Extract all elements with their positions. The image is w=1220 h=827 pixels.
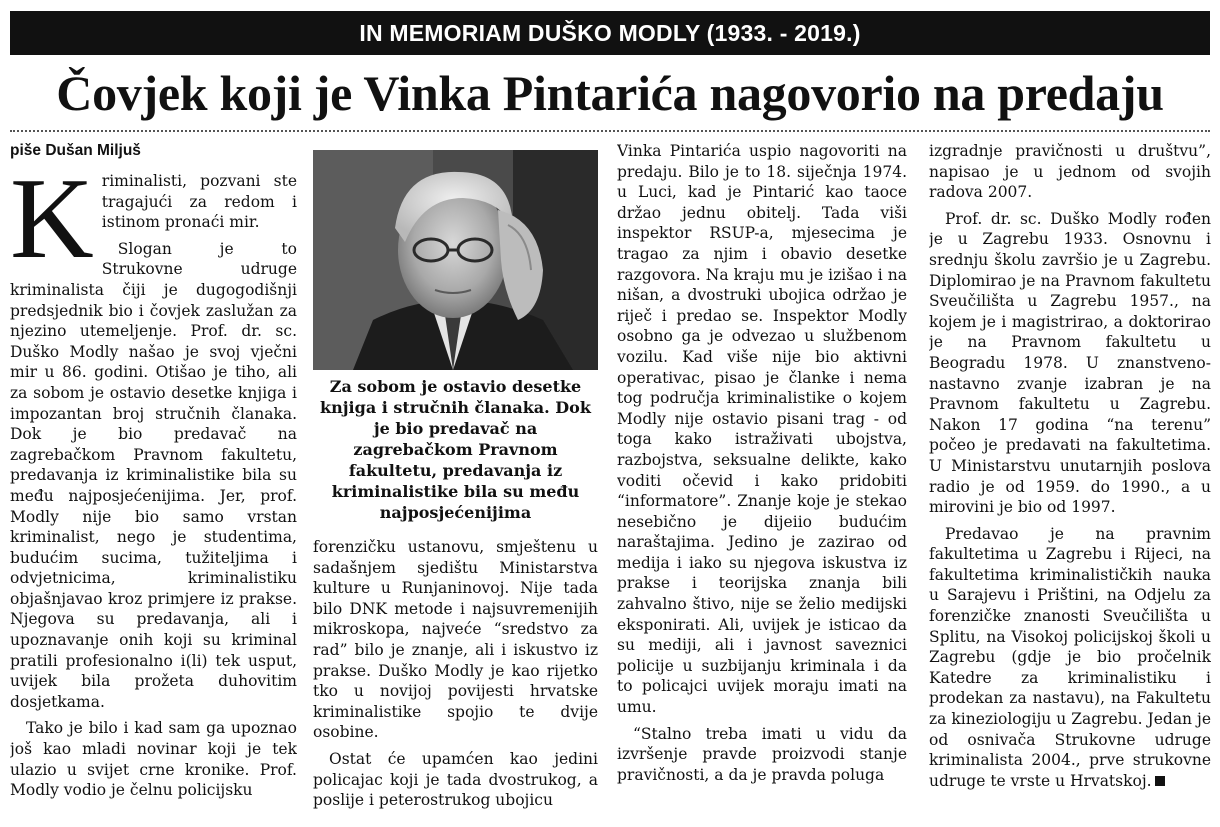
article-column-3 — [617, 141, 907, 825]
article-column-4 — [929, 141, 1211, 825]
body-paragraph — [929, 524, 1211, 792]
photo-caption: Za sobom je ostavio desetke knjiga i stručnih članaka. Dok je bio predavač na zagrebačkom Pravnom fakultetu, predavanja iz kriminalistike bila su među najposjećenijima — [320, 377, 591, 522]
byline: piše Dušan Miljuš — [10, 142, 141, 159]
article-column-1 — [10, 141, 297, 825]
end-mark-icon — [1155, 776, 1165, 786]
lead-text: riminalisti, pozvani ste tragajući za redom i istinom pronaći mir. — [101, 172, 297, 232]
body-paragraph: izgradnje pravičnosti u društvu”, napisao je u jednom od svojih radova 2007. — [929, 142, 1211, 202]
closing-text: Predavao je na pravnim fakultetima u Zagrebu i Rijeci, na fakultetima kriminalističkih nauka u Sarajevu i Prištini, na Odjelu za forenzičke znanosti Sveučilišta u Splitu, na Visokoj policijskoj školi u Zagrebu (gdje je bio pročelnik Katedre za kriminalistiku i prodekan za nastavu), na Fakultetu za kineziologiju u Zagrebu. Jedan je od osnivača Strukovne udruge kriminalista 2004., prve strukovne udruge te vrste u Hrvatskoj. — [929, 524, 1211, 790]
headline: Čovjek koji je Vinka Pintarića nagovorio na predaju — [56, 65, 1164, 121]
body-paragraph: Vinka Pintarića uspio nagovoriti na predaju. Bilo je to 18. siječnja 1974. u Luci, kad je Pintarić kao taoce držao jednu obitelj. Tada viši inspektor RSUP-a, mjesecima je tragao za njim i obavio desetke razgovora. Na kraju mu je izišao i na nišan, a dvostruki ubojica održao je riječ i predao se. Inspektor Modly osobno ga je odvezao u službenom vozilu. Kad više nije bio aktivni operativac, pisao je članke i nema tog područja kriminalistike o kojem Modly nije ostavio pisani trag - od toga kako istraživati ubojstva, razbojstva, seksualne delikte, kako voditi očevid i kako pridobiti “informatore”. Znanje koje je stekao nesebično je dijeiio budućim naraštajima. Jedino je zazirao od medija i iako su njegova iskustva iz prakse i teorijska znanja bili zahvalno štivo, nije se želio medijski eksponirati. Ali, uvijek je isticao da su mediji, ali i javnost saveznici policije u suzbijanju kriminala i da to policajci uvijek moraju imati na umu. — [617, 142, 907, 717]
article-column-2 — [313, 537, 598, 823]
body-paragraph: “Stalno treba imati u vidu da izvršenje pravde proizvodi stanje pravičnosti, a da je pravda poluga — [617, 724, 907, 784]
body-paragraph: forenzičku ustanovu, smještenu u sadašnjem sjedištu Ministarstva kulture u Runjaninovoj. Nije tada bilo DNK metode i najsuvremenijih mikroskopa, najveće “sredstvo za rad” bilo je znanje, ali i iskustvo iz prakse. Duško Modly je kao rijetko tko u novijoj povijesti hrvatske kriminalistike spojio te dvije osobine. — [313, 538, 598, 742]
portrait-illustration — [313, 150, 598, 370]
lead-paragraph — [10, 155, 297, 283]
dropcap: K — [10, 155, 94, 283]
dotted-rule — [10, 130, 1210, 132]
body-paragraph: Slogan je to Strukovne udruge kriminalista čiji je dugogodišnji predsjednik bio i čovjek zaslužan za njezino utemeljenje. Prof. dr. sc. Duško Modly našao je svoj vječni mir u 86. godini. Otišao je tiho, ali za sobom je ostavio desetke knjiga i impozantan broj stručnih članaka. Dok je bio predavač na zagrebačkom Pravnom fakultetu, predavanja iz kriminalistike bila su među najposjećenijima. Jer, prof. Modly nije bio samo vrstan kriminalist, nego je studentima, budućim sucima, tužiteljima i odvjetnicima, kriminalistiku objašnjavao kroz primjere iz prakse. Njegova su predavanja, ali i upoznavanje onih koji su kriminal pratili profesionalno i(li) tek usput, uvijek bila prožeta duhovitim dosjetkama. — [10, 239, 297, 711]
portrait-photo — [313, 150, 598, 370]
body-paragraph: Tako je bilo i kad sam ga upoznao još kao mladi novinar koji je tek ulazio u svijet crne kronike. Prof. Modly vodio je čelnu policijsku — [10, 719, 297, 800]
body-paragraph: Ostat će upamćen kao jedini policajac koji je tada dvostrukog, a poslije i peterostrukog ubojicu — [313, 749, 598, 810]
body-paragraph: Prof. dr. sc. Duško Modly rođen je u Zagrebu 1933. Osnovnu i srednju školu završio je u Zagrebu. Diplomirao je na Pravnom fakultetu Sveučilišta u Zagrebu 1957., na kojem je i magistrirao, a doktorirao je na Pravnom fakultetu u Beogradu 1978. U znanstveno-nastavno zvanje izabran je na Pravnom fakultetu u Zagrebu. Nakon 17 godina “na terenu” počeo je predavati na fakultetima. U Ministarstvu unutarnjih poslova radio je od 1959. do 1990., a u mirovini je bio od 1997. — [929, 209, 1211, 517]
kicker-bar: IN MEMORIAM DUŠKO MODLY (1933. - 2019.) — [10, 11, 1210, 55]
